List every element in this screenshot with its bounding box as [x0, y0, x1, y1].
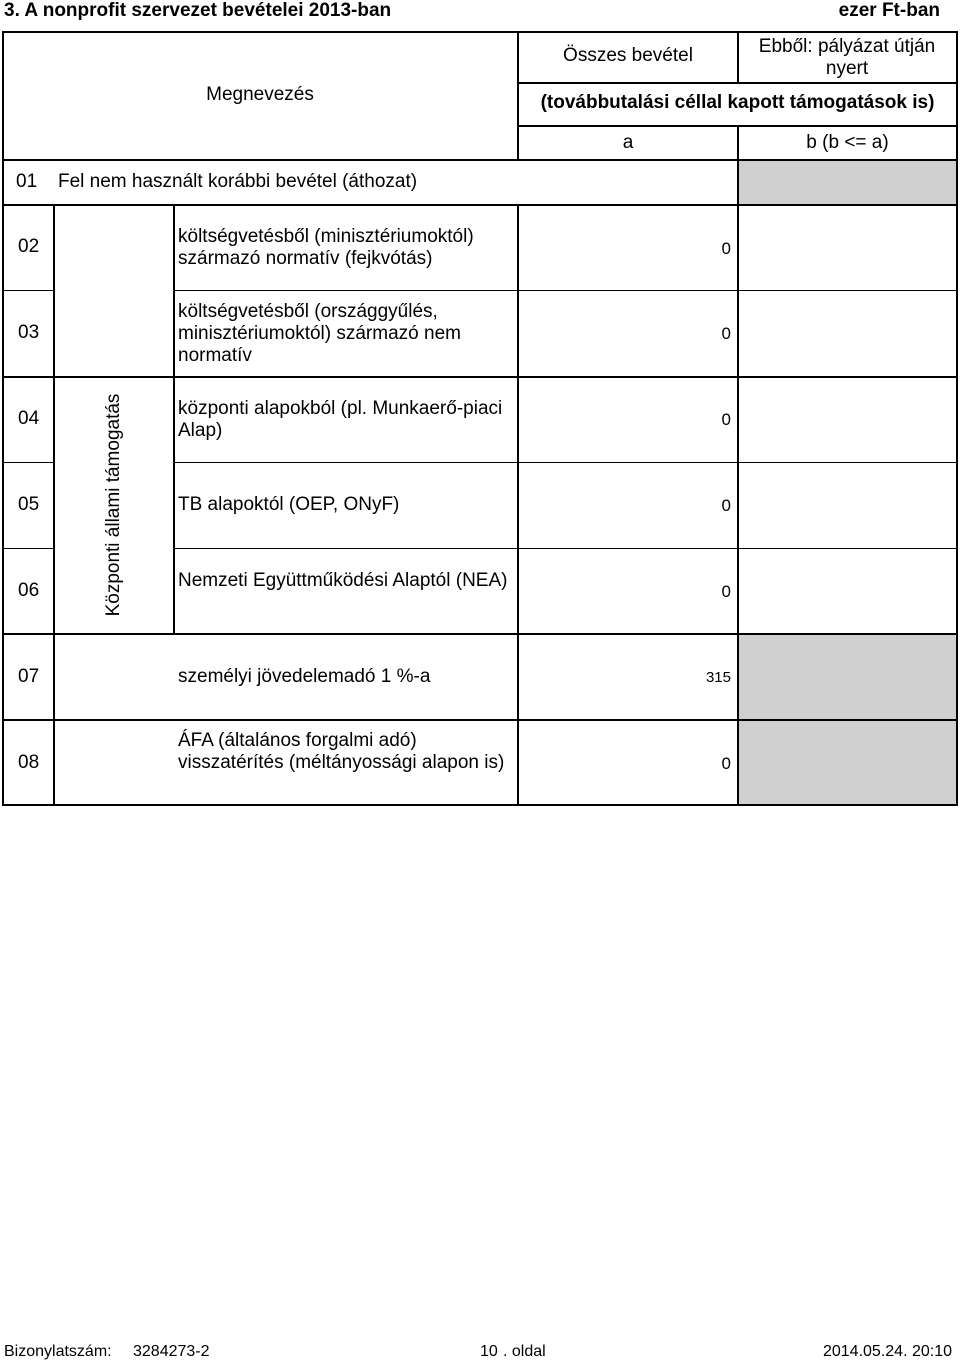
row-num-04: 04 — [18, 408, 40, 429]
header-col-a: a — [622, 132, 634, 153]
footer-datetime: 2014.05.24. 20:10 — [822, 1343, 952, 1360]
row-value-a-02: 0 — [721, 239, 731, 258]
row-num-06: 06 — [18, 580, 40, 601]
row-label-07: személyi jövedelemadó 1 %-a — [178, 666, 431, 687]
row-value-a-08: 0 — [721, 754, 731, 773]
row-label-02: költségvetésből (minisztériumoktól) származó normatív (fejkvótás) — [178, 226, 474, 269]
footer-doc-label: Bizonylatszám: — [4, 1343, 112, 1360]
row-value-a-06: 0 — [721, 582, 731, 601]
shaded-cell-01b — [738, 160, 957, 205]
row-label-06: Nemzeti Együttműködési Alaptól (NEA) — [178, 570, 508, 591]
row-value-a-07: 315 — [705, 669, 731, 686]
row-num-08: 08 — [18, 752, 40, 773]
row-num-07: 07 — [18, 666, 40, 687]
footer-page-label: . oldal — [503, 1343, 546, 1360]
header-tender: Ebből: pályázat útján nyert — [758, 36, 936, 79]
row-num-01: 01 — [16, 171, 38, 192]
row-value-a-03: 0 — [721, 324, 731, 343]
header-subtitle: (továbbutalási céllal kapott támogatások is) — [540, 92, 935, 113]
row-value-a-05: 0 — [721, 496, 731, 515]
row-num-03: 03 — [18, 322, 40, 343]
shaded-cell-08b — [738, 720, 957, 805]
page-title: 3. A nonprofit szervezet bevételei 2013-ban — [4, 0, 392, 21]
group-label: Központi állami támogatás — [103, 393, 124, 617]
footer-page-number: 10 — [480, 1343, 498, 1360]
header-col-b: b (b <= a) — [806, 132, 889, 153]
row-num-05: 05 — [18, 494, 40, 515]
row-value-a-04: 0 — [721, 410, 731, 429]
header-total: Összes bevétel — [563, 45, 693, 66]
footer-doc-number: 3284273-2 — [133, 1343, 210, 1360]
row-num-02: 02 — [18, 236, 40, 257]
row-label-01: Fel nem használt korábbi bevétel (áthozat) — [58, 171, 418, 192]
row-label-05: TB alapoktól (OEP, ONyF) — [178, 494, 400, 515]
header-name: Megnevezés — [206, 84, 314, 105]
row-label-04: központi alapokból (pl. Munkaerő-piaci Alap) — [178, 398, 503, 441]
row-label-08: ÁFA (általános forgalmi adó) visszatérítés (méltányossági alapon is) — [178, 730, 505, 773]
unit-label: ezer Ft-ban — [838, 0, 940, 21]
shaded-cell-07b — [738, 634, 957, 720]
row-label-03: költségvetésből (országgyűlés, minisztériumoktól) származó nem normatív — [178, 301, 461, 366]
